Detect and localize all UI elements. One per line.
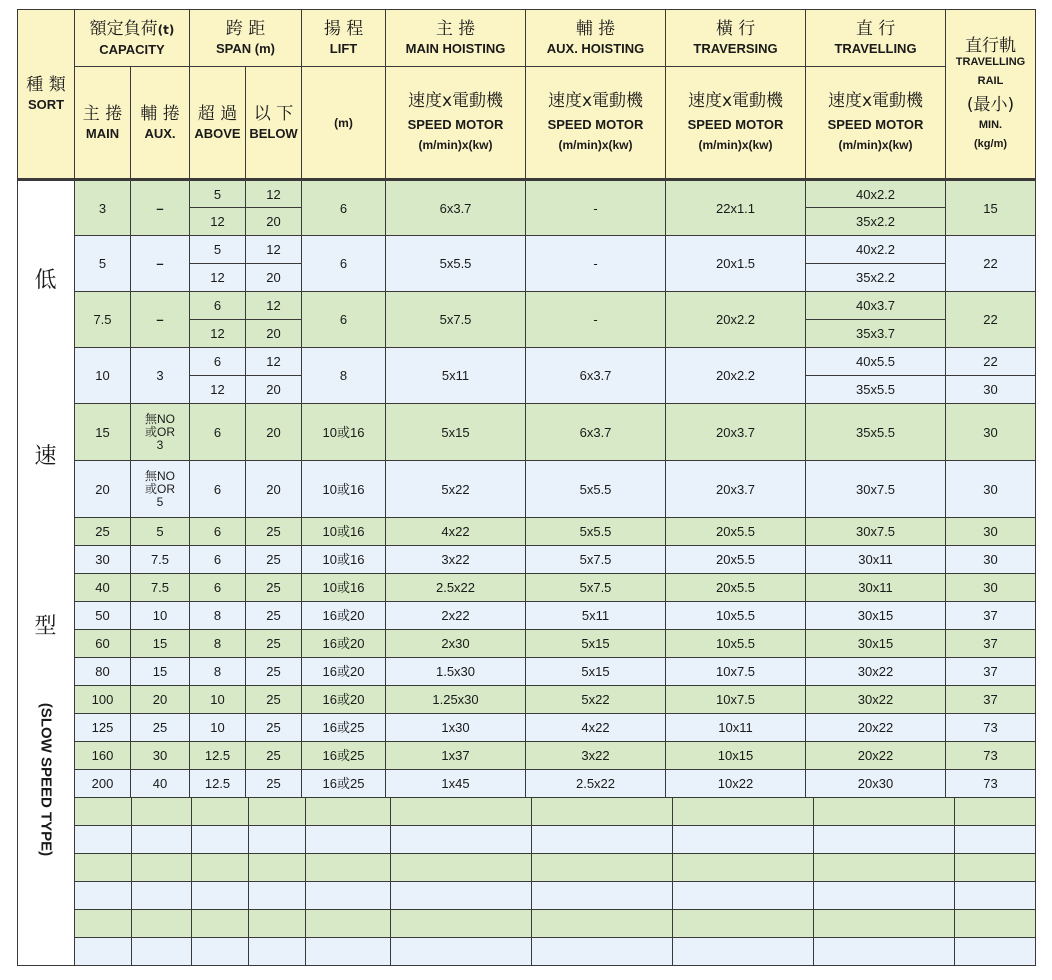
aux-capacity: –: [131, 180, 190, 236]
aux-hoisting: 2.5x22: [526, 770, 666, 798]
sort-char-low: 低: [34, 268, 57, 293]
traversing: 22x1.1: [666, 180, 806, 236]
rail: 30: [946, 461, 1036, 518]
main-capacity: 20: [75, 461, 131, 518]
span-below: 20: [246, 320, 302, 348]
span-below: 25: [246, 630, 302, 658]
empty-row: [75, 938, 1036, 966]
aux-hoisting: -: [526, 180, 666, 236]
crane-spec-table: [17, 9, 1036, 966]
traversing: 20x5.5: [666, 546, 806, 574]
lift: 10或16: [302, 574, 386, 602]
main-hoisting: 5x22: [386, 461, 526, 518]
rail: 37: [946, 630, 1036, 658]
traversing: 20x1.5: [666, 236, 806, 292]
main-capacity: 30: [75, 546, 131, 574]
travelling: 30x15: [806, 630, 946, 658]
main-capacity: 60: [75, 630, 131, 658]
span-above: 10: [190, 686, 246, 714]
empty-row: [75, 910, 1036, 938]
aux-hoisting: 5x15: [526, 658, 666, 686]
span-below: 20: [246, 461, 302, 518]
span-below: 12: [246, 180, 302, 208]
aux-capacity: 7.5: [131, 546, 190, 574]
span-below: 25: [246, 574, 302, 602]
aux-capacity: 25: [131, 714, 190, 742]
span-below: 20: [246, 264, 302, 292]
traversing: 10x22: [666, 770, 806, 798]
span-below: 12: [246, 292, 302, 320]
traversing: 20x5.5: [666, 518, 806, 546]
span-above: 6: [190, 404, 246, 461]
main-speed-motor-header: 速度x電動機 SPEED MOTOR (m/min)x(kw): [386, 67, 526, 180]
span-above: 6: [190, 461, 246, 518]
rail: 30: [946, 546, 1036, 574]
span-below: 25: [246, 686, 302, 714]
traversing: 10x5.5: [666, 602, 806, 630]
span-above: 5: [190, 180, 246, 208]
travelling: 35x2.2: [806, 208, 946, 236]
main-capacity: 7.5: [75, 292, 131, 348]
rail: 37: [946, 658, 1036, 686]
span-above: 12: [190, 320, 246, 348]
lift-unit-header: (m): [302, 67, 386, 180]
main-hoisting: 5x15: [386, 404, 526, 461]
main-capacity: 125: [75, 714, 131, 742]
travelling: 30x7.5: [806, 461, 946, 518]
main-capacity-header: 主 捲 MAIN: [75, 67, 131, 180]
aux-hoisting: 3x22: [526, 742, 666, 770]
main-hoisting-header: 主 捲 MAIN HOISTING: [386, 10, 526, 67]
span-below: 25: [246, 742, 302, 770]
span-below: 25: [246, 714, 302, 742]
travelling-speed-motor-header: 速度x電動機 SPEED MOTOR (m/min)x(kw): [806, 67, 946, 180]
rail: 30: [946, 574, 1036, 602]
main-capacity: 100: [75, 686, 131, 714]
aux-hoisting: 4x22: [526, 714, 666, 742]
span-above: 12: [190, 264, 246, 292]
aux-capacity: 30: [131, 742, 190, 770]
span-below: 20: [246, 376, 302, 404]
main-hoisting: 5x7.5: [386, 292, 526, 348]
empty-row: [75, 826, 1036, 854]
traversing: 10x5.5: [666, 630, 806, 658]
main-capacity: 50: [75, 602, 131, 630]
rail: 15: [946, 180, 1036, 236]
travelling-header: 直 行 TRAVELLING: [806, 10, 946, 67]
traversing: 10x7.5: [666, 658, 806, 686]
travelling: 30x11: [806, 574, 946, 602]
aux-hoisting: 5x22: [526, 686, 666, 714]
aux-capacity: 40: [131, 770, 190, 798]
aux-hoisting: 5x11: [526, 602, 666, 630]
sort-char-speed: 速: [34, 444, 57, 469]
travelling-rail-header: 直行軌 TRAVELLING RAIL (最小) MIN. (kg/m): [946, 10, 1036, 180]
span-below: 12: [246, 236, 302, 264]
main-capacity: 200: [75, 770, 131, 798]
rail: 22: [946, 348, 1036, 376]
traversing: 20x3.7: [666, 461, 806, 518]
rail: 73: [946, 714, 1036, 742]
main-capacity: 10: [75, 348, 131, 404]
travelling: 40x5.5: [806, 348, 946, 376]
span-above: 8: [190, 602, 246, 630]
aux-hoisting: 5x5.5: [526, 518, 666, 546]
aux-hoisting: -: [526, 236, 666, 292]
span-above: 8: [190, 658, 246, 686]
travelling: 35x3.7: [806, 320, 946, 348]
empty-row: [75, 882, 1036, 910]
aux-capacity: 20: [131, 686, 190, 714]
travelling: 20x30: [806, 770, 946, 798]
span-above: 6: [190, 574, 246, 602]
sort-header: 種 類 SORT: [18, 10, 75, 180]
lift: 16或25: [302, 770, 386, 798]
main-hoisting: 1.25x30: [386, 686, 526, 714]
sort-char-type: 型: [34, 614, 57, 639]
capacity-header: 額定負荷(t) CAPACITY: [75, 10, 190, 67]
main-capacity: 25: [75, 518, 131, 546]
aux-capacity: –: [131, 236, 190, 292]
aux-capacity: 3: [131, 348, 190, 404]
aux-capacity: 無NO 或OR 5: [131, 461, 190, 518]
span-below: 25: [246, 518, 302, 546]
rail: 73: [946, 770, 1036, 798]
travelling: 20x22: [806, 714, 946, 742]
traversing: 10x11: [666, 714, 806, 742]
main-hoisting: 6x3.7: [386, 180, 526, 236]
travelling: 40x2.2: [806, 236, 946, 264]
aux-hoisting: 5x15: [526, 630, 666, 658]
rail: 22: [946, 236, 1036, 292]
travelling: 30x22: [806, 686, 946, 714]
main-hoisting: 1x30: [386, 714, 526, 742]
travelling: 30x7.5: [806, 518, 946, 546]
aux-capacity: 7.5: [131, 574, 190, 602]
main-hoisting: 2x30: [386, 630, 526, 658]
span-above: 12.5: [190, 770, 246, 798]
rail: 73: [946, 742, 1036, 770]
aux-hoisting: 5x5.5: [526, 461, 666, 518]
aux-capacity: 5: [131, 518, 190, 546]
travelling: 35x5.5: [806, 404, 946, 461]
span-below-header: 以 下 BELOW: [246, 67, 302, 180]
main-hoisting: 1x37: [386, 742, 526, 770]
aux-hoisting-header: 輔 捲 AUX. HOISTING: [526, 10, 666, 67]
span-above: 12.5: [190, 742, 246, 770]
aux-capacity: 無NO 或OR 3: [131, 404, 190, 461]
lift: 16或20: [302, 686, 386, 714]
travelling: 35x5.5: [806, 376, 946, 404]
traversing: 10x15: [666, 742, 806, 770]
aux-capacity: 10: [131, 602, 190, 630]
rail: 37: [946, 686, 1036, 714]
aux-speed-motor-header: 速度x電動機 SPEED MOTOR (m/min)x(kw): [526, 67, 666, 180]
aux-capacity: –: [131, 292, 190, 348]
aux-capacity-header: 輔 捲 AUX.: [131, 67, 190, 180]
span-above-header: 超 過 ABOVE: [190, 67, 246, 180]
empty-row: [75, 854, 1036, 882]
main-hoisting: 2.5x22: [386, 574, 526, 602]
sort-label: [17, 181, 74, 968]
main-capacity: 5: [75, 236, 131, 292]
travelling: 30x22: [806, 658, 946, 686]
lift: 16或20: [302, 602, 386, 630]
traversing: 10x7.5: [666, 686, 806, 714]
main-hoisting: 5x5.5: [386, 236, 526, 292]
main-hoisting: 3x22: [386, 546, 526, 574]
lift: 10或16: [302, 518, 386, 546]
span-above: 12: [190, 208, 246, 236]
span-below: 20: [246, 404, 302, 461]
aux-hoisting: 6x3.7: [526, 404, 666, 461]
main-capacity: 3: [75, 180, 131, 236]
lift: 16或20: [302, 630, 386, 658]
rail: 22: [946, 292, 1036, 348]
traversing-header: 橫 行 TRAVERSING: [666, 10, 806, 67]
rail: 30: [946, 404, 1036, 461]
main-capacity: 160: [75, 742, 131, 770]
main-hoisting: 2x22: [386, 602, 526, 630]
aux-hoisting: 6x3.7: [526, 348, 666, 404]
span-above: 12: [190, 376, 246, 404]
span-above: 8: [190, 630, 246, 658]
travelling: 35x2.2: [806, 264, 946, 292]
main-capacity: 80: [75, 658, 131, 686]
traversing: 20x2.2: [666, 292, 806, 348]
span-below: 25: [246, 770, 302, 798]
span-below: 12: [246, 348, 302, 376]
aux-hoisting: 5x7.5: [526, 574, 666, 602]
span-below: 25: [246, 546, 302, 574]
lift: 10或16: [302, 461, 386, 518]
lift: 16或25: [302, 714, 386, 742]
traversing: 20x2.2: [666, 348, 806, 404]
travelling: 40x3.7: [806, 292, 946, 320]
main-capacity: 40: [75, 574, 131, 602]
span-header: 跨 距 SPAN (m): [190, 10, 302, 67]
traversing-speed-motor-header: 速度x電動機 SPEED MOTOR (m/min)x(kw): [666, 67, 806, 180]
main-hoisting: 1.5x30: [386, 658, 526, 686]
span-above: 6: [190, 518, 246, 546]
traversing: 20x5.5: [666, 574, 806, 602]
lift: 16或20: [302, 658, 386, 686]
span-above: 6: [190, 292, 246, 320]
main-hoisting: 4x22: [386, 518, 526, 546]
aux-capacity: 15: [131, 658, 190, 686]
rail: 37: [946, 602, 1036, 630]
travelling: 40x2.2: [806, 180, 946, 208]
span-below: 25: [246, 602, 302, 630]
span-above: 10: [190, 714, 246, 742]
empty-row: [75, 798, 1036, 826]
lift: 6: [302, 292, 386, 348]
travelling: 30x11: [806, 546, 946, 574]
aux-hoisting: -: [526, 292, 666, 348]
aux-capacity: 15: [131, 630, 190, 658]
traversing: 20x3.7: [666, 404, 806, 461]
lift: 6: [302, 180, 386, 236]
lift: 6: [302, 236, 386, 292]
span-above: 6: [190, 546, 246, 574]
aux-hoisting: 5x7.5: [526, 546, 666, 574]
span-below: 20: [246, 208, 302, 236]
lift-header: 揚 程 LIFT: [302, 10, 386, 67]
span-above: 5: [190, 236, 246, 264]
main-capacity: 15: [75, 404, 131, 461]
main-hoisting: 1x45: [386, 770, 526, 798]
main-hoisting: 5x11: [386, 348, 526, 404]
travelling: 20x22: [806, 742, 946, 770]
rail: 30: [946, 376, 1036, 404]
span-below: 25: [246, 658, 302, 686]
rail: 30: [946, 518, 1036, 546]
travelling: 30x15: [806, 602, 946, 630]
span-above: 6: [190, 348, 246, 376]
lift: 16或25: [302, 742, 386, 770]
lift: 10或16: [302, 546, 386, 574]
lift: 10或16: [302, 404, 386, 461]
sort-label-english: (SLOW SPEED TYPE): [37, 702, 55, 857]
lift: 8: [302, 348, 386, 404]
